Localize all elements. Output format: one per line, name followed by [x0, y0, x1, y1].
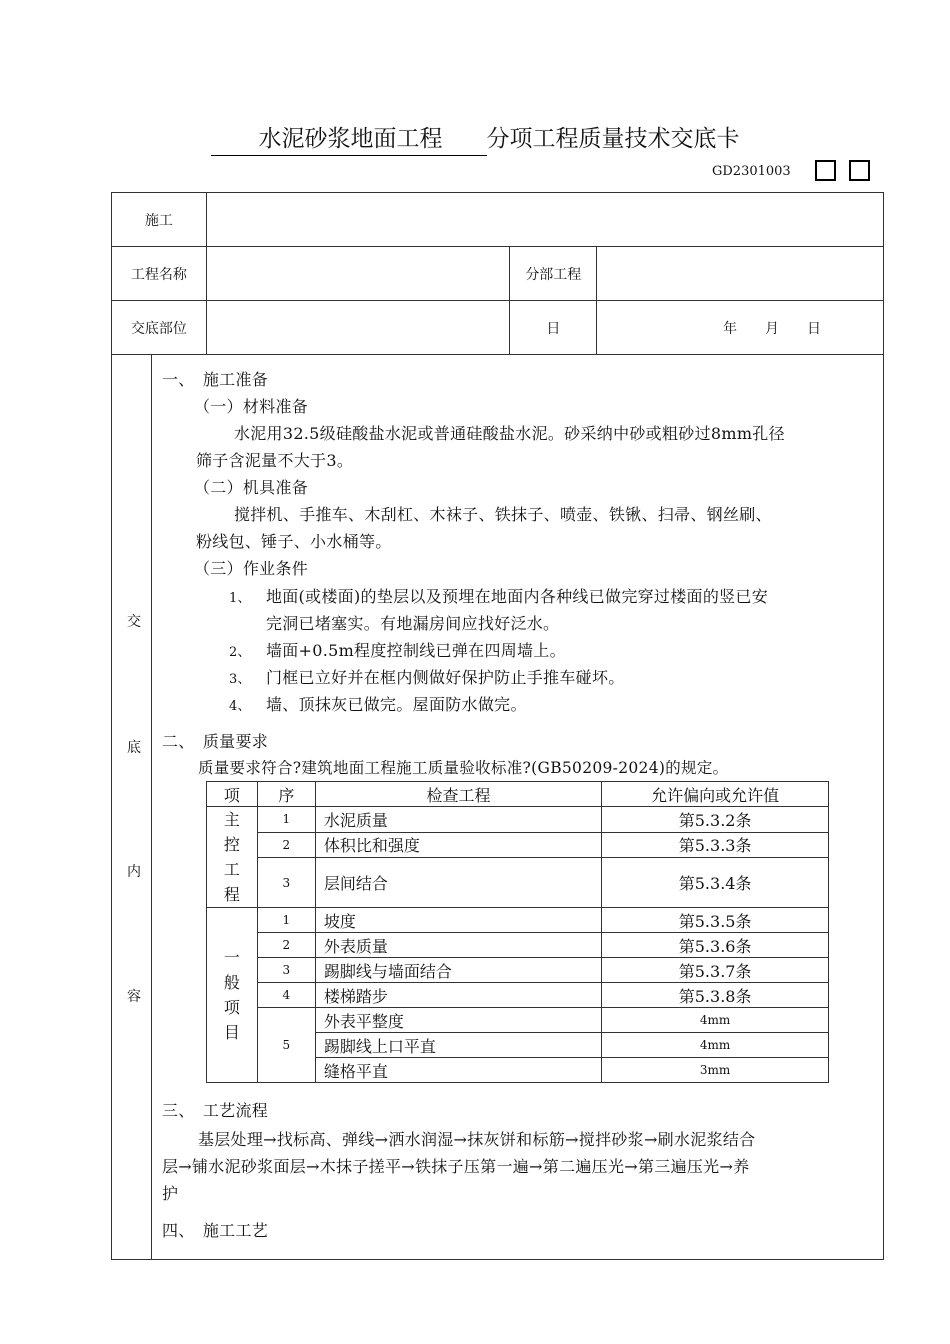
row-item: 缝格平直: [315, 1058, 601, 1083]
row-item: 层间结合: [315, 858, 601, 908]
row-value: 第5.3.6条: [602, 933, 829, 958]
page-title: [0, 120, 950, 156]
section-3-title: 三、 工艺流程: [161, 1101, 269, 1120]
cond-1-b: 完洞已堵塞实。有地漏房间应找好泛水。: [265, 614, 560, 633]
row-no: 1: [257, 807, 315, 833]
cond-3: 门框已立好并在框内侧做好保护防止手推车碰坏。: [265, 668, 625, 687]
tools-text-b: 粉线包、锤子、小水桶等。: [195, 532, 392, 551]
project-name-field[interactable]: [206, 247, 510, 301]
content-area: [152, 355, 883, 1259]
construction-label: 施工: [112, 193, 207, 247]
quality-table: [206, 781, 829, 1083]
section-1-title: 一、 施工准备: [161, 370, 269, 389]
process-flow-b: 层→铺水泥砂浆面层→木抹子搓平→铁抹子压第一遍→第二遍压光→第三遍压光→养: [161, 1157, 750, 1176]
tools-text-a: 搅拌机、手推车、木刮杠、木袜子、铁抹子、喷壶、铁锹、扫帚、钢丝刷、: [233, 505, 772, 524]
materials-text-a: 水泥用32.5级硅酸盐水泥或普通硅酸盐水泥。砂采纳中砂或粗砂过8mm孔径: [233, 424, 785, 443]
cond-2-no: 2、: [228, 645, 251, 660]
checkbox-1[interactable]: [815, 160, 836, 181]
disclosure-form: [111, 192, 884, 1260]
section-2-text: 质量要求符合?建筑地面工程施工质量验收标准?(GB50209-2024)的规定。: [197, 759, 729, 777]
row-item: 外表质量: [315, 933, 601, 958]
title-suffix: 分项工程质量技术交底卡: [486, 126, 740, 152]
row-value: 第5.3.7条: [602, 958, 829, 983]
cond-4-no: 4、: [228, 699, 251, 714]
project-name: 水泥砂浆地面工程: [211, 120, 487, 156]
row-value: 第5.3.2条: [602, 807, 829, 833]
document-code: GD2301003: [712, 164, 791, 179]
table-header: 允许偏向或允许值: [602, 782, 829, 807]
row-item: 水泥质量: [315, 807, 601, 833]
row-item: 踢脚线上口平直: [315, 1033, 601, 1058]
location-field[interactable]: [206, 301, 510, 355]
table-header: 检查工程: [315, 782, 601, 807]
checkbox-2[interactable]: [849, 160, 870, 181]
side-label-cell: [112, 355, 152, 1260]
row-no: 5: [257, 1008, 315, 1083]
table-header: 序: [257, 782, 315, 807]
row-value: 第5.3.4条: [602, 858, 829, 908]
process-flow-a: 基层处理→找标高、弹线→洒水润湿→抹灰饼和标筋→搅拌砂浆→刷水泥浆结合: [197, 1130, 756, 1149]
row-item: 坡度: [315, 908, 601, 933]
row-item: 外表平整度: [315, 1008, 601, 1033]
side-char-1: 交: [127, 614, 141, 630]
general-group-label: 一般项目: [206, 908, 257, 1083]
side-char-2: 底: [127, 740, 141, 756]
project-name-label: 工程名称: [112, 247, 207, 301]
row-value: 第5.3.8条: [602, 983, 829, 1008]
cond-2: 墙面+0.5m程度控制线已弹在四周墙上。: [265, 641, 566, 660]
materials-text-b: 筛子含泥量不大于3。: [195, 451, 354, 470]
cond-3-no: 3、: [228, 672, 251, 687]
row-item: 踢脚线与墙面结合: [315, 958, 601, 983]
division-field[interactable]: [597, 247, 884, 301]
cond-4: 墙、顶抹灰已做完。屋面防水做完。: [265, 695, 527, 714]
row-value: 第5.3.3条: [602, 832, 829, 858]
row-no: 4: [257, 983, 315, 1008]
date-field[interactable]: 年 月 日: [597, 301, 884, 355]
row-no: 2: [257, 933, 315, 958]
main-group-label: 主控工程: [206, 807, 257, 908]
side-char-3: 内: [127, 864, 141, 880]
cond-1-a: 地面(或楼面)的垫层以及预埋在地面内各种线已做完穿过楼面的竖已安: [265, 587, 769, 606]
row-value: 4mm: [602, 1008, 829, 1033]
row-no: 3: [257, 858, 315, 908]
process-flow-c: 护: [161, 1184, 179, 1203]
row-item: 楼梯踏步: [315, 983, 601, 1008]
row-no: 1: [257, 908, 315, 933]
section-1-1: （一）材料准备: [193, 397, 309, 416]
location-label: 交底部位: [112, 301, 207, 355]
cond-1-no: 1、: [228, 591, 251, 606]
table-header: 项: [206, 782, 257, 807]
date-label: 日: [510, 301, 597, 355]
side-char-4: 容: [127, 989, 141, 1005]
row-value: 3mm: [602, 1058, 829, 1083]
section-4-title: 四、 施工工艺: [161, 1221, 269, 1240]
row-no: 2: [257, 832, 315, 858]
row-no: 3: [257, 958, 315, 983]
row-value: 4mm: [602, 1033, 829, 1058]
section-1-2: （二）机具准备: [193, 478, 309, 497]
construction-field[interactable]: [206, 193, 883, 247]
division-label: 分部工程: [510, 247, 597, 301]
content-cell: [151, 355, 883, 1260]
row-item: 体积比和强度: [315, 832, 601, 858]
row-value: 第5.3.5条: [602, 908, 829, 933]
section-1-3: （三）作业条件: [193, 559, 309, 578]
section-2-title: 二、 质量要求: [161, 732, 269, 751]
